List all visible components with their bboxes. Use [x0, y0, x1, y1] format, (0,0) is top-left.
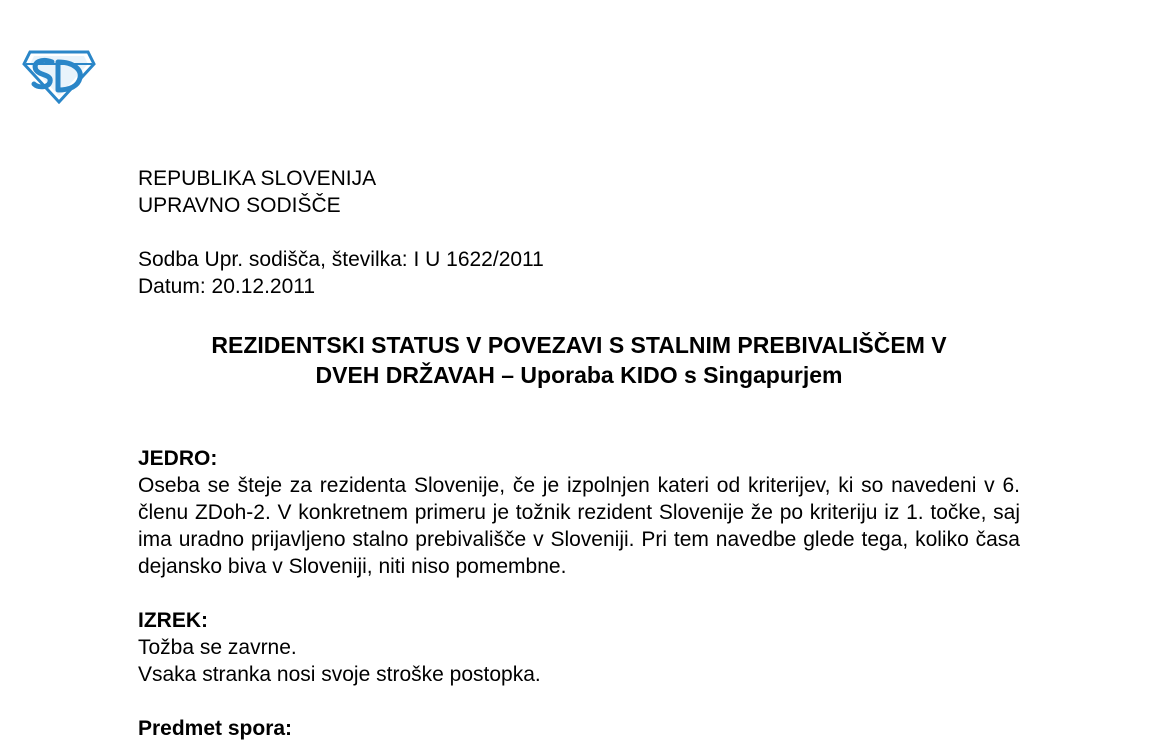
title-line-1: REZIDENTSKI STATUS V POVEZAVI S STALNIM PREBIVALIŠČEM V — [211, 332, 947, 358]
izrek-line-2: Vsaka stranka nosi svoje stroške postopka. — [138, 663, 541, 686]
sd-diamond-logo-icon — [22, 48, 96, 104]
predmet-label: Predmet spora: — [138, 717, 293, 740]
case-meta — [138, 246, 1020, 300]
header-republic: REPUBLIKA SLOVENIJA — [138, 167, 377, 190]
header-court: UPRAVNO SODIŠČE — [138, 194, 341, 217]
court-header — [138, 165, 1020, 219]
izrek-section — [138, 607, 1020, 688]
case-date: Datum: 20.12.2011 — [138, 275, 316, 298]
document-body — [138, 165, 1020, 742]
jedro-section — [138, 445, 1020, 580]
jedro-label: JEDRO: — [138, 447, 218, 470]
izrek-line-1: Tožba se zavrne. — [138, 636, 297, 659]
izrek-label: IZREK: — [138, 609, 208, 632]
case-number: Sodba Upr. sodišča, številka: I U 1622/2011 — [138, 248, 544, 271]
predmet-section — [138, 715, 1020, 742]
title-line-2: DVEH DRŽAVAH – Uporaba KIDO s Singapurjem — [315, 362, 843, 388]
document-title — [138, 330, 1020, 390]
jedro-text: Oseba se šteje za rezidenta Slovenije, če je izpolnjen kateri od kriterijev, ki so navedeni v 6. členu ZDoh-2. V konkretnem primeru je tožnik rezident Slovenije že po kriteriju iz 1. točke, saj ima uradno prijavljeno stalno prebivališče v Sloveniji. Pri tem navedbe glede tega, koliko časa dejansko biva v Sloveniji, niti niso pomembne. — [138, 474, 1020, 578]
